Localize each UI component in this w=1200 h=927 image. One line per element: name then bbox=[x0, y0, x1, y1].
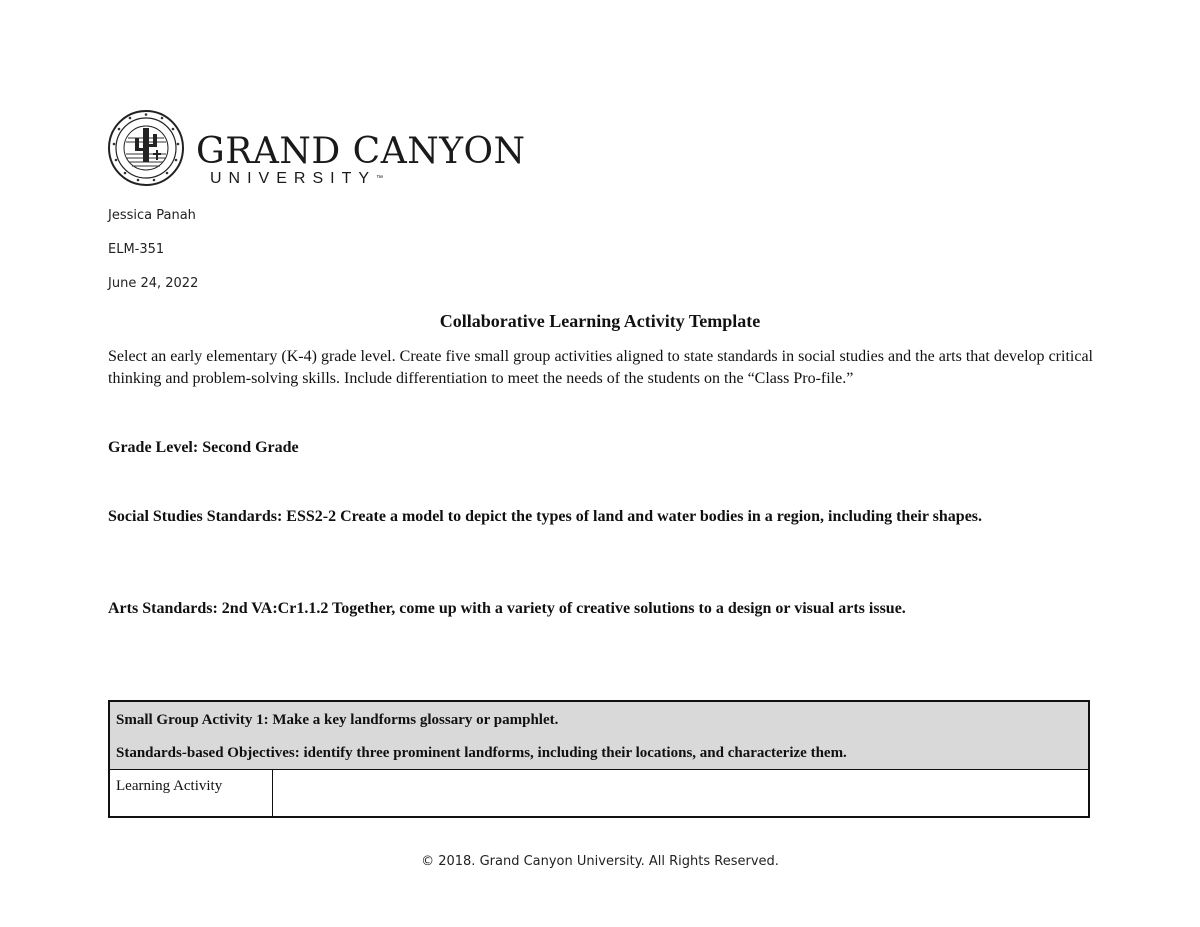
logo-name: GRAND CANYON bbox=[196, 131, 526, 172]
copyright-footer: © 2018. Grand Canyon University. All Rights Reserved. bbox=[421, 854, 779, 869]
course-code: ELM-351 bbox=[108, 242, 165, 257]
arts-standards: Arts Standards: 2nd VA:Cr1.1.2 Together, come up with a variety of creative solutions to a design or visual arts issue. bbox=[108, 600, 906, 617]
activity-objectives: Standards-based Objectives: identify three prominent landforms, including their locations, and characterize them. bbox=[116, 745, 847, 761]
activity-header bbox=[110, 702, 1088, 770]
trademark-mark: ™ bbox=[376, 175, 384, 182]
learning-activity-cell[interactable] bbox=[273, 770, 1088, 816]
page-title: Collaborative Learning Activity Template bbox=[439, 311, 761, 331]
activity-heading: Small Group Activity 1: Make a key landforms glossary or pamphlet. bbox=[116, 712, 559, 728]
document-date: June 24, 2022 bbox=[108, 276, 199, 291]
table-row bbox=[110, 770, 1088, 816]
learning-activity-label: Learning Activity bbox=[110, 770, 273, 816]
logo-subtitle-text: UNIVERSITY bbox=[210, 170, 377, 187]
logo-subtitle bbox=[210, 170, 526, 188]
student-name: Jessica Panah bbox=[108, 208, 196, 223]
instructions-paragraph: Select an early elementary (K-4) grade level. Create five small group activities aligned to state standards in social studies and the arts that develop critical thinking and problem-solving skills. Include differentiation to meet the needs of the students on the “Class Pro-file.” bbox=[108, 348, 1093, 387]
grade-level: Grade Level: Second Grade bbox=[108, 439, 299, 456]
university-logo bbox=[108, 108, 526, 190]
university-seal-icon bbox=[108, 108, 188, 190]
social-studies-standards: Social Studies Standards: ESS2-2 Create a model to depict the types of land and water bodies in a region, including their shapes. bbox=[108, 508, 983, 525]
activity-table bbox=[108, 700, 1090, 818]
logo-wordmark bbox=[196, 131, 526, 188]
